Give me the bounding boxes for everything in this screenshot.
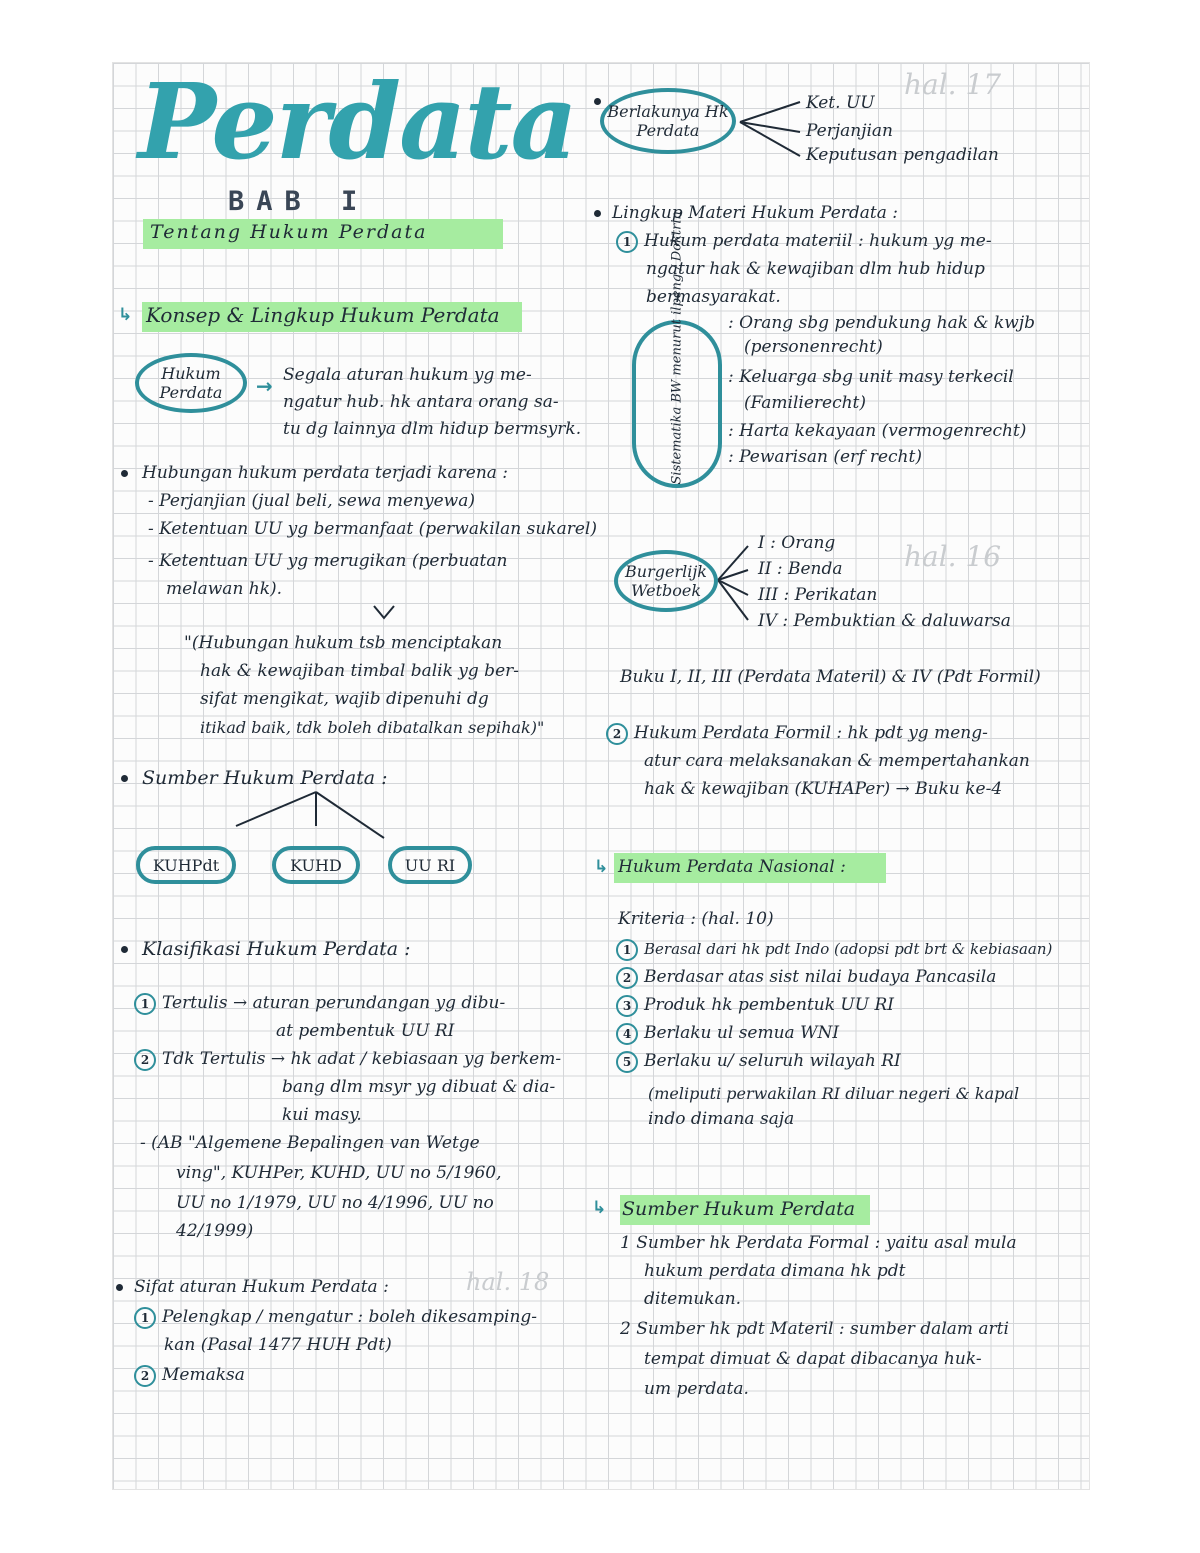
quote-line-2: hak & kewajiban timbal balik yg ber- — [200, 661, 519, 681]
bullet — [121, 470, 128, 477]
hubungan-item-4: melawan hk). — [166, 579, 283, 599]
ab-line-4: 42/1999) — [176, 1221, 254, 1241]
faint-page-ref: hal. 16 — [904, 540, 1002, 573]
sistematika-3: : Harta kekayaan (vermogenrecht) — [728, 421, 1027, 441]
chapter-label: BAB I — [228, 186, 370, 217]
nasional-note-1: (meliputi perwakilan RI diluar negeri & kapal — [648, 1084, 1020, 1103]
source-oval-kuhd: KUHD — [272, 846, 360, 884]
buku-1: I : Orang — [758, 533, 836, 553]
quote-line-4: itikad baik, tdk boleh dibatalkan sepihak)" — [200, 718, 545, 737]
faint-page-ref: hal. 18 — [466, 1268, 550, 1296]
sumber2-formal-3: ditemukan. — [644, 1289, 742, 1309]
tdk-tertulis-line-2: bang dlm msyr yg dibuat & dia- — [282, 1077, 556, 1097]
sumber2-materil-1: 2 Sumber hk pdt Materil : sumber dalam arti — [620, 1319, 1009, 1339]
materiil-line-2: ngatur hak & kewajiban dlm hub hidup — [646, 259, 985, 279]
formil-line-3: hak & kewajiban (KUHAPer) → Buku ke-4 — [644, 779, 1003, 799]
tertulis-line-1: 1 Tertulis → aturan perundangan yg dibu- — [134, 990, 505, 1017]
berlakunya-item-1: Ket. UU — [806, 93, 875, 113]
klasifikasi-heading: Klasifikasi Hukum Perdata : — [142, 938, 411, 960]
page-title: Perdata — [138, 60, 576, 183]
sumber2-heading: Sumber Hukum Perdata — [622, 1198, 856, 1220]
quote-line-3: sifat mengikat, wajib dipenuhi dg — [200, 689, 489, 709]
konsep-heading: Konsep & Lingkup Hukum Perdata — [146, 303, 500, 327]
tertulis-line-2: at pembentuk UU RI — [276, 1021, 455, 1041]
materiil-line-3: bermasyarakat. — [646, 287, 781, 307]
hubungan-item-3: - Ketentuan UU yg merugikan (perbuatan — [148, 551, 508, 571]
sifat-item-2: 2 Memaksa — [134, 1362, 245, 1389]
nasional-item-5: 5 Berlaku u/ seluruh wilayah RI — [616, 1048, 901, 1075]
sistematika-1b: (personenrecht) — [744, 337, 883, 357]
ab-line-3: UU no 1/1979, UU no 4/1996, UU no — [176, 1193, 494, 1213]
sistematika-2: : Keluarga sbg unit masy terkecil — [728, 367, 1014, 387]
buku-4: IV : Pembuktian & daluwarsa — [758, 611, 1011, 631]
nasional-item-4: 4 Berlaku ul semua WNI — [616, 1020, 839, 1047]
arrow-right-icon: → — [256, 374, 273, 398]
arrow-bullet-icon: ↳ — [594, 857, 609, 877]
kriteria: Kriteria : (hal. 10) — [618, 909, 774, 929]
sistematika-oval: Sistematika BW menurut ilpeng / Doktrin — [632, 320, 722, 488]
materiil-line-1: 1 Hukum perdata materiil : hukum yg me- — [616, 228, 992, 255]
tdk-tertulis-line-3: kui masy. — [282, 1105, 362, 1125]
konsep-def-3: tu dg lainnya dlm hidup bermsyrk. — [283, 419, 582, 439]
subtitle: Tentang Hukum Perdata — [150, 221, 428, 243]
formil-line-1: 2 Hukum Perdata Formil : hk pdt yg meng- — [606, 720, 988, 747]
nasional-item-2: 2 Berdasar atas sist nilai budaya Pancasila — [616, 964, 996, 991]
lingkup-heading: Lingkup Materi Hukum Perdata : — [612, 203, 899, 223]
sifat-heading: Sifat aturan Hukum Perdata : — [134, 1277, 389, 1297]
sifat-item-1b: kan (Pasal 1477 HUH Pdt) — [164, 1335, 392, 1355]
burgerlijk-oval: Burgerlijk Wetboek — [614, 550, 718, 612]
sumber2-formal-1: 1 Sumber hk Perdata Formal : yaitu asal mula — [620, 1233, 1017, 1253]
sumber2-materil-3: um perdata. — [644, 1379, 749, 1399]
nasional-item-3: 3 Produk hk pembentuk UU RI — [616, 992, 894, 1019]
sistematika-2b: (Familierecht) — [744, 393, 867, 413]
arrow-bullet-icon: ↳ — [118, 305, 133, 325]
hukum-perdata-oval: Hukum Perdata — [135, 353, 247, 413]
hubungan-item-2: - Ketentuan UU yg bermanfaat (perwakilan sukarel) — [148, 519, 597, 539]
hubungan-item-1: - Perjanjian (jual beli, sewa menyewa) — [148, 491, 476, 511]
buku-3: III : Perikatan — [758, 585, 878, 605]
konsep-def-2: ngatur hub. hk antara orang sa- — [283, 392, 559, 412]
konsep-def-1: Segala aturan hukum yg me- — [283, 365, 532, 385]
bullet — [121, 775, 128, 782]
quote-line-1: "(Hubungan hukum tsb menciptakan — [184, 633, 503, 653]
sistematika-4: : Pewarisan (erf recht) — [728, 447, 922, 467]
buku-note: Buku I, II, III (Perdata Materil) & IV (Pdt Formil) — [620, 667, 1041, 687]
berlakunya-oval: Berlakunya Hk Perdata — [600, 88, 736, 154]
nasional-note-2: indo dimana saja — [648, 1109, 795, 1129]
berlakunya-item-3: Keputusan pengadilan — [806, 145, 999, 165]
source-oval-uuri: UU RI — [388, 846, 472, 884]
sumber2-materil-2: tempat dimuat & dapat dibacanya huk- — [644, 1349, 982, 1369]
bullet — [594, 98, 601, 105]
bullet — [594, 210, 601, 217]
nasional-item-1: 1 Berasal dari hk pdt Indo (adopsi pdt brt & kebiasaan) — [616, 936, 1052, 963]
tdk-tertulis-line-1: 2 Tdk Tertulis → hk adat / kebiasaan yg berkem- — [134, 1046, 561, 1073]
sifat-item-1: 1 Pelengkap / mengatur : boleh dikesamping- — [134, 1304, 537, 1331]
formil-line-2: atur cara melaksanakan & mempertahankan — [644, 751, 1030, 771]
sistematika-1: : Orang sbg pendukung hak & kwjb — [728, 313, 1035, 333]
bullet — [116, 1284, 123, 1291]
berlakunya-item-2: Perjanjian — [806, 121, 894, 141]
source-oval-kuhpdt: KUHPdt — [136, 846, 236, 884]
arrow-bullet-icon: ↳ — [592, 1198, 607, 1218]
ab-line-1: - (AB "Algemene Bepalingen van Wetge — [140, 1133, 480, 1153]
nasional-heading: Hukum Perdata Nasional : — [618, 857, 846, 877]
sumber-heading: Sumber Hukum Perdata : — [142, 767, 388, 789]
hubungan-heading: Hubungan hukum perdata terjadi karena : — [142, 463, 509, 483]
bullet — [121, 946, 128, 953]
sumber2-formal-2: hukum perdata dimana hk pdt — [644, 1261, 906, 1281]
ab-line-2: ving", KUHPer, KUHD, UU no 5/1960, — [176, 1163, 502, 1183]
faint-page-ref: hal. 17 — [904, 68, 1002, 101]
buku-2: II : Benda — [758, 559, 843, 579]
